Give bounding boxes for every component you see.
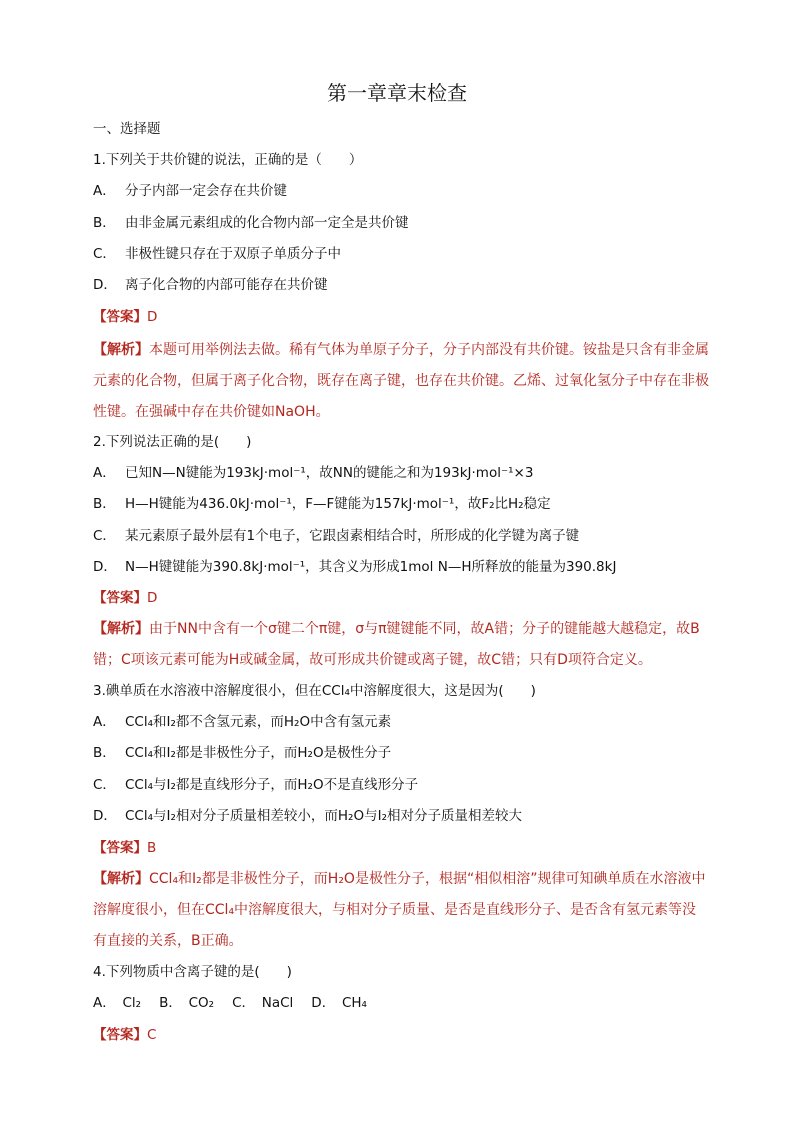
question-3-analysis [93, 864, 709, 957]
option-letter: C． [93, 528, 116, 544]
option-text: 已知N—N键能为193kJ·mol⁻¹，故NN的键能之和为193kJ·mol⁻¹×3 [125, 465, 534, 481]
answer-tag: 【答案】 [93, 309, 147, 325]
option-text: CCl₄与I₂都是直线形分子，而H₂O不是直线形分子 [125, 777, 419, 793]
answer-value: C [147, 1027, 157, 1043]
question-2-option-d [93, 556, 616, 578]
question-2-option-c [93, 525, 579, 547]
question-1-analysis [93, 335, 709, 428]
question-3-option-d [93, 805, 522, 827]
option-letter: B． [93, 215, 116, 231]
question-1-option-a [93, 180, 287, 202]
option-letter: A． [93, 183, 116, 199]
option-text: H—H键能为436.0kJ·mol⁻¹，F—F键能为157kJ·mol⁻¹，故F₂比H₂稳定 [125, 496, 551, 512]
answer-value: B [147, 840, 157, 856]
option-text: CCl₄和I₂都是非极性分子，而H₂O是极性分子 [125, 745, 392, 761]
section-heading: 一、选择题 [93, 121, 161, 137]
option-letter: D． [93, 808, 117, 824]
question-2-option-b [93, 493, 551, 515]
option-letter: D． [93, 559, 117, 575]
question-3-option-c [93, 774, 418, 796]
question-4-option-d: D． CH₄ [311, 995, 367, 1011]
option-letter: A． [93, 465, 116, 481]
option-letter: D． [93, 277, 117, 293]
analysis-text: 由于NN中含有一个σ键二个π键，σ与π键键能不同，故A错；分子的键能越大越稳定，故B错；C项该元素可能为H或碱金属，故可形成共价键或离子键，故C错；只有D项符合定义。 [93, 621, 700, 668]
question-4-options [93, 992, 385, 1014]
question-2-analysis [93, 614, 709, 676]
option-text: CCl₄和I₂都不含氢元素，而H₂O中含有氢元素 [125, 714, 392, 730]
question-1-stem: 1.下列关于共价键的说法，正确的是（ ） [93, 152, 363, 168]
question-1-option-b [93, 212, 409, 234]
option-text: N—H键键能为390.8kJ·mol⁻¹，其含义为形成1mol N—H所释放的能量为390.8kJ [125, 559, 617, 575]
analysis-text: 本题可用举例法去做。稀有气体为单原子分子，分子内部没有共价键。铵盐是只含有非金属元素的化合物，但属于离子化合物，既存在离子键，也存在共价键。乙烯、过氧化氢分子中存在非极性键。在强碱中存在共价键如NaOH。 [93, 342, 709, 420]
option-letter: B． [93, 745, 116, 761]
analysis-tag: 【解析】 [93, 871, 149, 887]
answer-value: D [147, 309, 158, 325]
option-letter: B． [93, 496, 116, 512]
question-1-option-c [93, 243, 341, 265]
option-text: CCl₄与I₂相对分子质量相差较小，而H₂O与I₂相对分子质量相差较大 [125, 808, 522, 824]
analysis-tag: 【解析】 [93, 621, 149, 637]
question-2-answer [93, 587, 157, 609]
question-1-answer [93, 306, 157, 328]
question-4-answer [93, 1024, 156, 1046]
question-1-option-d [93, 274, 328, 296]
analysis-tag: 【解析】 [93, 342, 149, 358]
question-4-option-c: C． NaCl [232, 995, 294, 1011]
option-text: 离子化合物的内部可能存在共价键 [125, 277, 328, 293]
option-text: 非极性键只存在于双原子单质分子中 [125, 246, 341, 262]
answer-tag: 【答案】 [93, 590, 147, 606]
option-text: 某元素原子最外层有1个电子，它跟卤素相结合时，所形成的化学键为离子键 [125, 528, 580, 544]
option-text: 由非金属元素组成的化合物内部一定全是共价键 [125, 215, 409, 231]
question-2-stem: 2.下列说法正确的是( ) [93, 434, 252, 450]
question-3-answer [93, 837, 156, 859]
question-3-option-a [93, 711, 391, 733]
option-text: 分子内部一定会存在共价键 [125, 183, 287, 199]
answer-tag: 【答案】 [93, 1027, 147, 1043]
answer-value: D [147, 590, 158, 606]
question-4-option-a: A． Cl₂ [93, 995, 142, 1011]
option-letter: C． [93, 246, 116, 262]
option-letter: A． [93, 714, 116, 730]
question-3-option-b [93, 742, 391, 764]
page-title: 第一章章末检查 [327, 81, 467, 105]
analysis-text: CCl₄和I₂都是非极性分子，而H₂O是极性分子，根据“相似相溶”规律可知碘单质在水溶液中溶解度很小，但在CCl₄中溶解度很大，与相对分子质量、是否是直线形分子、是否含有氢元素等没有直接的关系，B正确。 [93, 871, 706, 949]
answer-tag: 【答案】 [93, 840, 147, 856]
question-4-stem: 4.下列物质中含离子键的是( ) [93, 964, 292, 980]
question-3-stem: 3.碘单质在水溶液中溶解度很小，但在CCl₄中溶解度很大，这是因为( ) [93, 683, 536, 699]
question-4-option-b: B． CO₂ [159, 995, 215, 1011]
option-letter: C． [93, 777, 116, 793]
question-2-option-a [93, 462, 533, 484]
